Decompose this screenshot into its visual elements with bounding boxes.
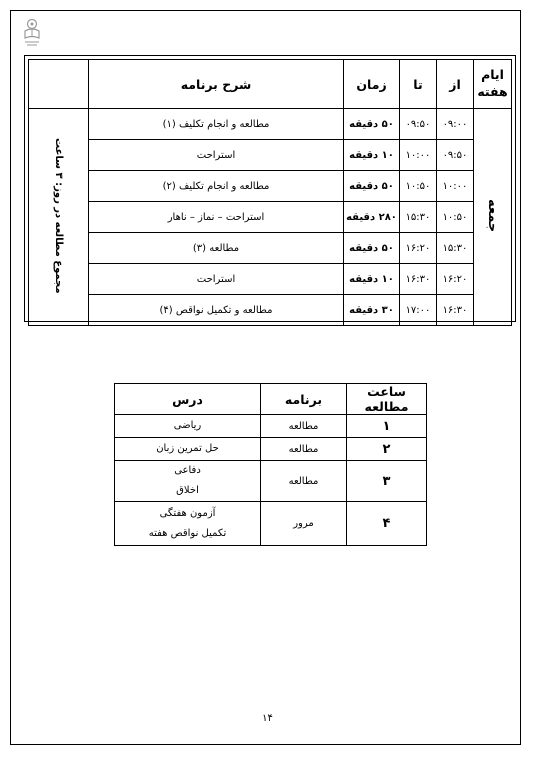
time-to-cell: ۱۵:۳۰ [400,202,437,233]
study-row [115,461,427,502]
subject-cell [115,415,261,438]
program-cell: مطالعه [261,415,347,438]
study-row [115,438,427,461]
description-cell: استراحت [89,264,344,295]
description-cell: مطالعه (۳) [89,233,344,264]
schedule-row [29,295,512,326]
subject-line: حل تمرین زبان [156,443,219,454]
header-day: ایام هفته [474,60,512,109]
time-from-cell: ۱۶:۲۰ [437,264,474,295]
schedule-row [29,264,512,295]
description-cell: مطالعه و تکمیل نواقص (۴) [89,295,344,326]
time-to-cell: ۱۶:۲۰ [400,233,437,264]
study-header-row [115,384,427,415]
daily-total-cell [29,109,89,326]
schedule-row [29,202,512,233]
header-from: از [437,60,474,109]
header-total-empty [29,60,89,109]
subject-cell [115,502,261,546]
duration-cell: ۵۰ دقیقه [344,233,400,264]
duration-cell: ۵۰ دقیقه [344,109,400,140]
study-hour-cell: ۴ [347,502,427,546]
program-cell: مطالعه [261,461,347,502]
header-duration: زمان [344,60,400,109]
subject-line: تکمیل نواقص هفته [148,527,227,539]
time-from-cell: ۱۰:۰۰ [437,171,474,202]
study-table [114,383,427,546]
program-cell: مطالعه [261,438,347,461]
header-description: شرح برنامه [89,60,344,109]
time-from-cell: ۰۹:۰۰ [437,109,474,140]
duration-cell: ۳۰ دقیقه [344,295,400,326]
study-row [115,502,427,546]
description-cell: مطالعه و انجام تکلیف (۲) [89,171,344,202]
time-from-cell: ۱۶:۳۰ [437,295,474,326]
subject-cell [115,461,261,502]
schedule-row [29,233,512,264]
time-from-cell: ۱۵:۳۰ [437,233,474,264]
description-cell: استراحت – نماز – ناهار [89,202,344,233]
time-to-cell: ۰۹:۵۰ [400,109,437,140]
time-from-cell: ۰۹:۵۰ [437,140,474,171]
time-to-cell: ۱۶:۳۰ [400,264,437,295]
duration-cell: ۱۰ دقیقه [344,264,400,295]
header-subject: درس [115,384,261,415]
day-label: جمعه [485,198,500,233]
schedule-header-row [29,60,512,109]
page-number: ۱۴ [262,713,273,724]
schedule-table-frame [24,55,516,322]
description-cell: استراحت [89,140,344,171]
schedule-row [29,109,512,140]
description-cell: مطالعه و انجام تکلیف (۱) [89,109,344,140]
duration-cell: ۲۸۰ دقیقه [344,202,400,233]
program-cell: مرور [261,502,347,546]
schedule-row [29,171,512,202]
subject-cell [115,438,261,461]
duration-cell: ۵۰ دقیقه [344,171,400,202]
study-hour-cell: ۳ [347,461,427,502]
time-to-cell: ۱۰:۵۰ [400,171,437,202]
schedule-row [29,140,512,171]
time-from-cell: ۱۰:۵۰ [437,202,474,233]
subject-line: دفاعی [174,465,201,476]
header-program: برنامه [261,384,347,415]
subject-line: اخلاق [176,485,199,496]
time-to-cell: ۱۰:۰۰ [400,140,437,171]
study-hour-cell: ۲ [347,438,427,461]
subject-line: ریاضی [173,420,202,431]
study-row [115,415,427,438]
subject-line: آزمون هفتگی [159,507,216,519]
day-cell [474,109,512,326]
logo-icon [22,18,42,48]
header-to: تا [400,60,437,109]
daily-total-label: مجموع مطالعه در روز: ۳ ساعت [53,137,64,294]
header-study-hour: ساعت مطالعه [347,384,427,415]
schedule-table [28,59,512,326]
duration-cell: ۱۰ دقیقه [344,140,400,171]
time-to-cell: ۱۷:۰۰ [400,295,437,326]
study-hour-cell: ۱ [347,415,427,438]
